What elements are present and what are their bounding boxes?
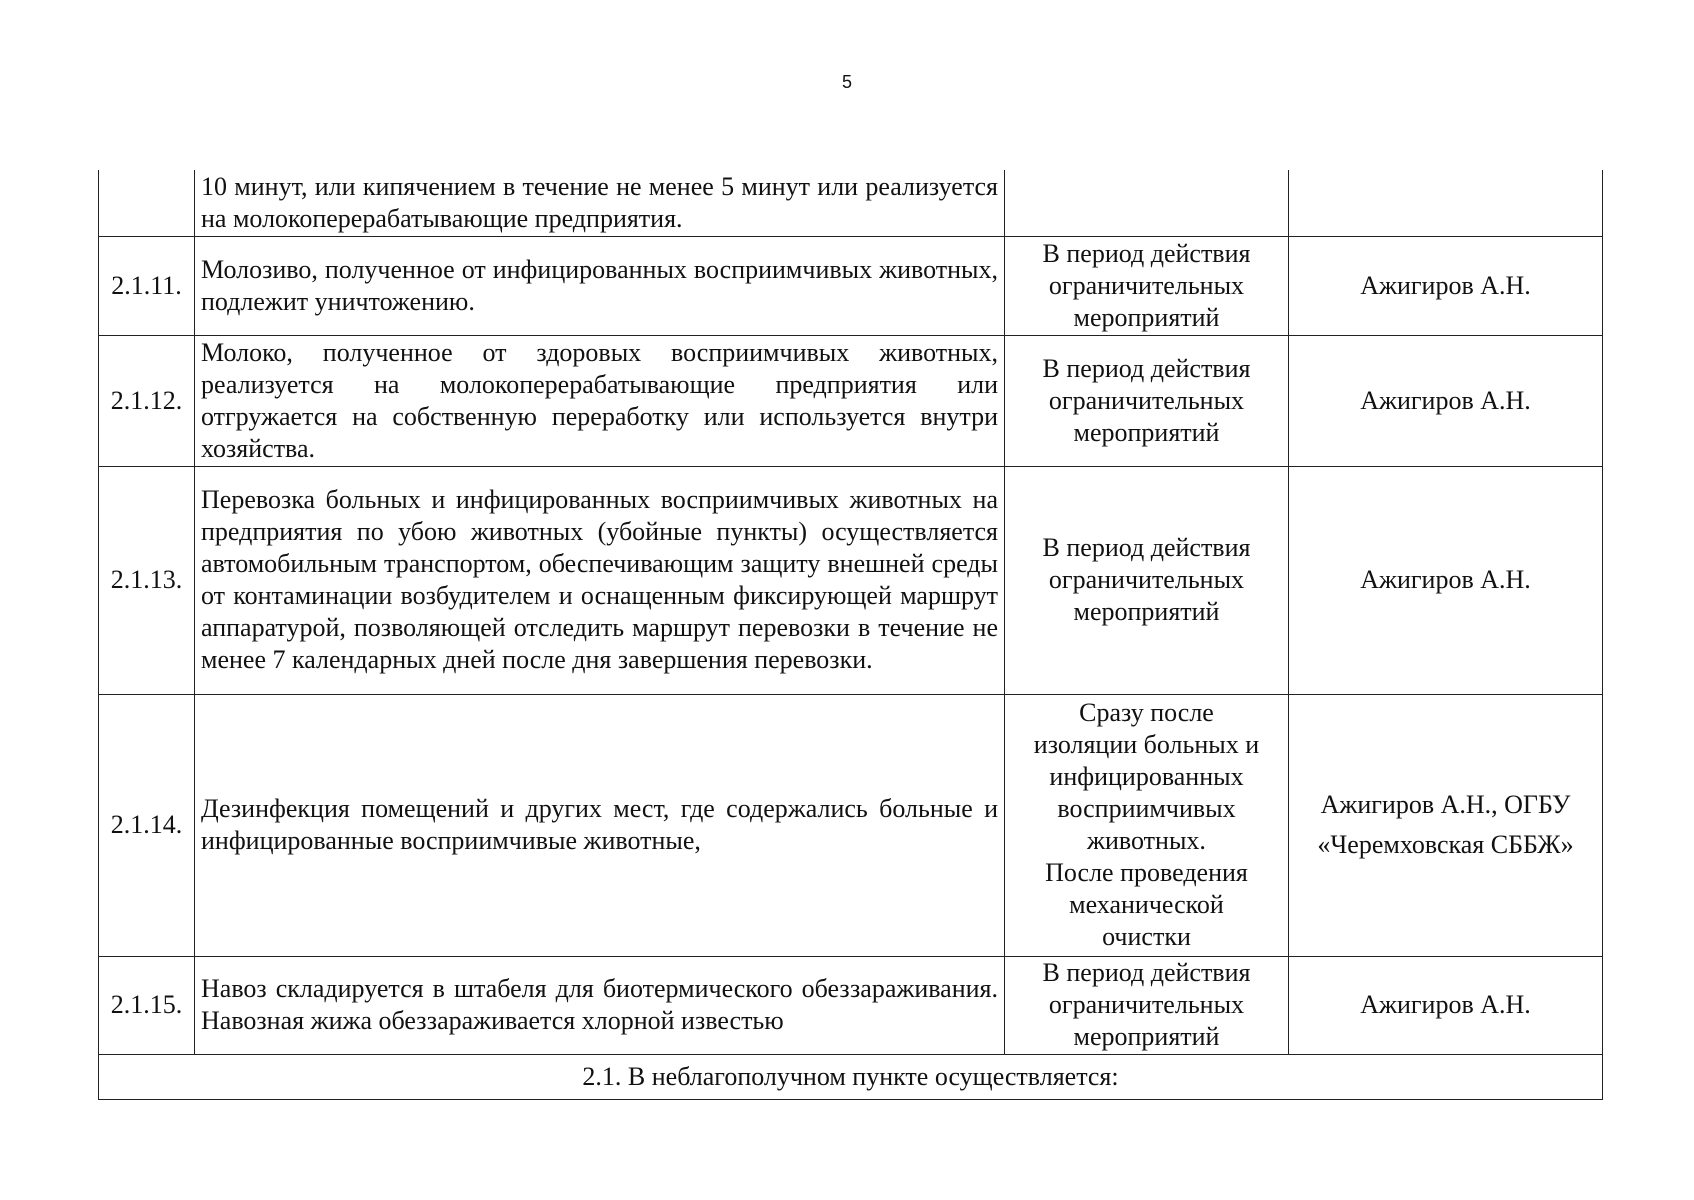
deadline-line: ограничительных bbox=[1048, 385, 1245, 415]
deadline-line: очистки bbox=[1102, 922, 1191, 951]
deadline-line: В период действия bbox=[1042, 533, 1251, 562]
deadline-line: ограничительных bbox=[1048, 270, 1245, 300]
responsible-cell bbox=[1289, 466, 1603, 694]
deadline-cell bbox=[1005, 956, 1289, 1054]
table-row bbox=[99, 956, 1603, 1054]
deadline-line: мероприятий bbox=[1073, 302, 1220, 332]
section-heading: 2.1. В неблагополучном пункте осуществляется: bbox=[99, 1054, 1603, 1099]
responsible-cell bbox=[1289, 335, 1603, 466]
deadline-line: После проведения bbox=[1045, 858, 1248, 887]
row-number: 2.1.11. bbox=[99, 236, 195, 335]
deadline-cell bbox=[1005, 236, 1289, 335]
responsible-line: Ажигиров А.Н. bbox=[1360, 270, 1531, 300]
measures-table bbox=[98, 170, 1603, 1100]
responsible-line: Ажигиров А.Н. bbox=[1360, 990, 1531, 1019]
deadline-line: механической bbox=[1069, 890, 1224, 919]
deadline-line: изоляции больных и bbox=[1033, 730, 1260, 759]
table-row bbox=[99, 236, 1603, 335]
measure-text: Навоз складируется в штабеля для биотермического обеззараживания. Навозная жижа обеззараживается хлорной известью bbox=[195, 956, 1005, 1054]
table-row bbox=[99, 335, 1603, 466]
section-heading-row bbox=[99, 1054, 1603, 1099]
measure-text: Молозиво, полученное от инфицированных восприимчивых животных, подлежит уничтожению. bbox=[195, 236, 1005, 335]
table-row bbox=[99, 466, 1603, 694]
deadline-line: мероприятий bbox=[1073, 1022, 1220, 1051]
responsible-cell bbox=[1289, 236, 1603, 335]
measure-text: Перевозка больных и инфицированных восприимчивых животных на предприятия по убою животных (убойные пункты) осуществляется автомобильным транспортом, обеспечивающим защиту внешней среды от контаминации возбудителем и оснащенным фиксирующей маршрут аппаратурой, позволяющей отследить маршрут перевозки в течение не менее 7 календарных дней после дня завершения перевозки. bbox=[195, 466, 1005, 694]
responsible-line: Ажигиров А.Н. bbox=[1360, 385, 1531, 415]
deadline-line: Сразу после bbox=[1079, 698, 1214, 727]
deadline-line: В период действия bbox=[1042, 958, 1251, 987]
row-number: 2.1.13. bbox=[99, 466, 195, 694]
responsible-line: Ажигиров А.Н. bbox=[1360, 565, 1531, 594]
deadline-line: мероприятий bbox=[1073, 597, 1220, 626]
measure-text: Молоко, полученное от здоровых восприимчивых животных, реализуется на молокоперерабатывающие предприятия или отгружается на собственную переработку или используется внутри хозяйства. bbox=[195, 335, 1005, 466]
page-number: 5 bbox=[841, 72, 852, 92]
deadline-line: животных. bbox=[1087, 826, 1206, 855]
measure-text: 10 минут, или кипячением в течение не менее 5 минут или реализуется на молокоперерабатывающие предприятия. bbox=[195, 170, 1005, 236]
responsible-cell bbox=[1289, 694, 1603, 956]
row-number: 2.1.12. bbox=[99, 335, 195, 466]
deadline-line: ограничительных bbox=[1048, 565, 1245, 594]
deadline-line: ограничительных bbox=[1048, 990, 1245, 1019]
table-row bbox=[99, 170, 1603, 236]
deadline-line: инфицированных bbox=[1049, 762, 1244, 791]
deadline-line: восприимчивых bbox=[1057, 794, 1236, 823]
responsible-cell bbox=[1289, 170, 1603, 236]
deadline-cell bbox=[1005, 694, 1289, 956]
deadline-cell bbox=[1005, 335, 1289, 466]
responsible-cell bbox=[1289, 956, 1603, 1054]
measure-text: Дезинфекция помещений и других мест, где содержались больные и инфицированные восприимчивые животные, bbox=[195, 694, 1005, 956]
deadline-cell bbox=[1005, 466, 1289, 694]
row-number: 2.1.15. bbox=[99, 956, 195, 1054]
responsible-line: Ажигиров А.Н., ОГБУ bbox=[1320, 790, 1571, 819]
row-number: 2.1.14. bbox=[99, 694, 195, 956]
deadline-cell bbox=[1005, 170, 1289, 236]
deadline-line: В период действия bbox=[1042, 238, 1251, 268]
table-row bbox=[99, 694, 1603, 956]
row-number bbox=[99, 170, 195, 236]
responsible-line: «Черемховская СББЖ» bbox=[1317, 830, 1574, 859]
deadline-line: В период действия bbox=[1042, 353, 1251, 383]
deadline-line: мероприятий bbox=[1073, 417, 1220, 447]
